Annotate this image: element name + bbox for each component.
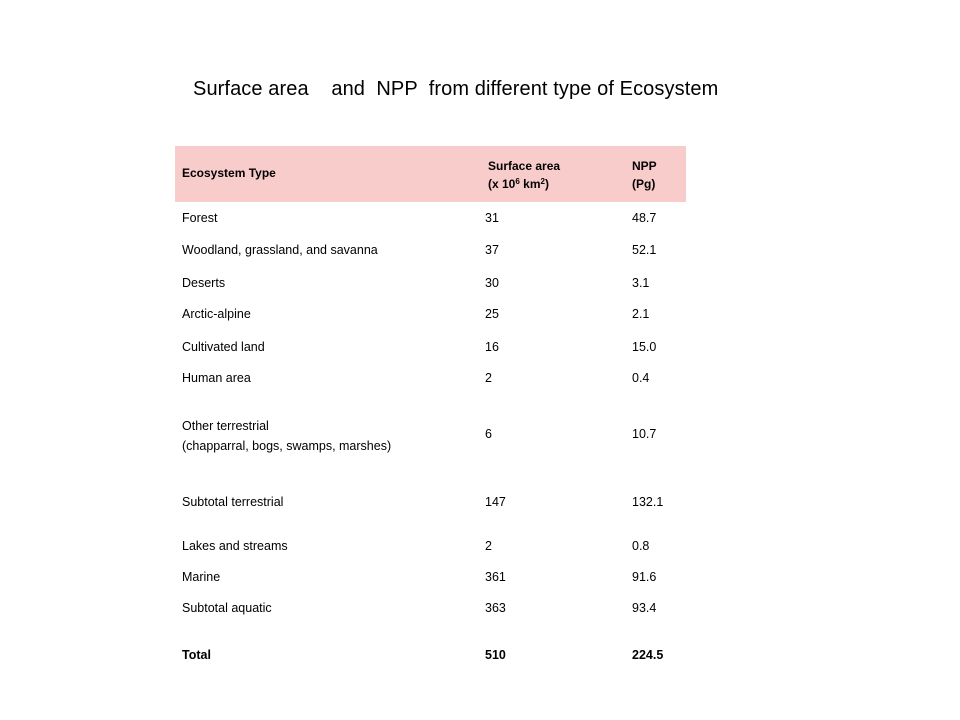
cell-ecosystem-type: Other terrestrial (chapparral, bogs, swamps, marshes): [182, 419, 392, 453]
table-header-row: [175, 146, 686, 202]
cell-npp: 132.1: [632, 495, 664, 509]
cell-npp: 10.7: [632, 427, 657, 441]
cell-ecosystem-type: Total: [182, 648, 211, 662]
header-npp-label: NPP: [632, 159, 657, 173]
title-part-surface-area: Surface area: [193, 78, 309, 100]
cell-surface-area: 2: [485, 539, 492, 553]
header-surface-area-unit: (x $10^6$ $km^2$): [488, 177, 549, 191]
cell-npp: 0.4: [632, 371, 650, 385]
cell-surface-area: 37: [485, 243, 499, 257]
cell-ecosystem-type: Woodland, grassland, and savanna: [182, 243, 378, 257]
cell-surface-area: 31: [485, 211, 499, 225]
cell-surface-area: 30: [485, 276, 499, 290]
cell-ecosystem-type: Deserts: [182, 276, 226, 290]
table-row: [175, 416, 686, 452]
cell-ecosystem-type: Arctic-alpine: [182, 307, 251, 321]
cell-ecosystem-type: Lakes and streams: [182, 539, 288, 553]
cell-ecosystem-type: Subtotal aquatic: [182, 601, 272, 615]
header-npp: [632, 157, 657, 193]
header-ecosystem-type: Ecosystem Type: [182, 166, 276, 180]
cell-npp: 224.5: [632, 648, 664, 662]
cell-surface-area: 2: [485, 371, 492, 385]
cell-npp: 48.7: [632, 211, 657, 225]
cell-surface-area: 510: [485, 648, 506, 662]
header-surface-area: [488, 157, 560, 193]
cell-surface-area: 147: [485, 495, 506, 509]
cell-surface-area: 6: [485, 427, 492, 441]
ecosystem-table: [175, 146, 686, 662]
cell-npp: 15.0: [632, 340, 657, 354]
cell-ecosystem-type: Forest: [182, 211, 218, 225]
cell-surface-area: 361: [485, 570, 506, 584]
cell-npp: 52.1: [632, 243, 657, 257]
title-part-npp: and NPP from different type of Ecosystem: [331, 78, 719, 100]
cell-surface-area: 25: [485, 307, 499, 321]
cell-ecosystem-type: Marine: [182, 570, 221, 584]
cell-npp: 93.4: [632, 601, 657, 615]
cell-npp: 91.6: [632, 570, 657, 584]
cell-surface-area: 363: [485, 601, 506, 615]
cell-ecosystem-type: Subtotal terrestrial: [182, 495, 284, 509]
header-surface-area-label: Surface area: [488, 159, 561, 173]
cell-npp: 0.8: [632, 539, 650, 553]
cell-surface-area: 16: [485, 340, 499, 354]
cell-ecosystem-type: Cultivated land: [182, 340, 265, 354]
slide-title: [193, 78, 718, 101]
cell-ecosystem-type: Human area: [182, 371, 251, 385]
header-npp-unit: (Pg): [632, 177, 656, 191]
cell-npp: 2.1: [632, 307, 650, 321]
cell-npp: 3.1: [632, 276, 650, 290]
